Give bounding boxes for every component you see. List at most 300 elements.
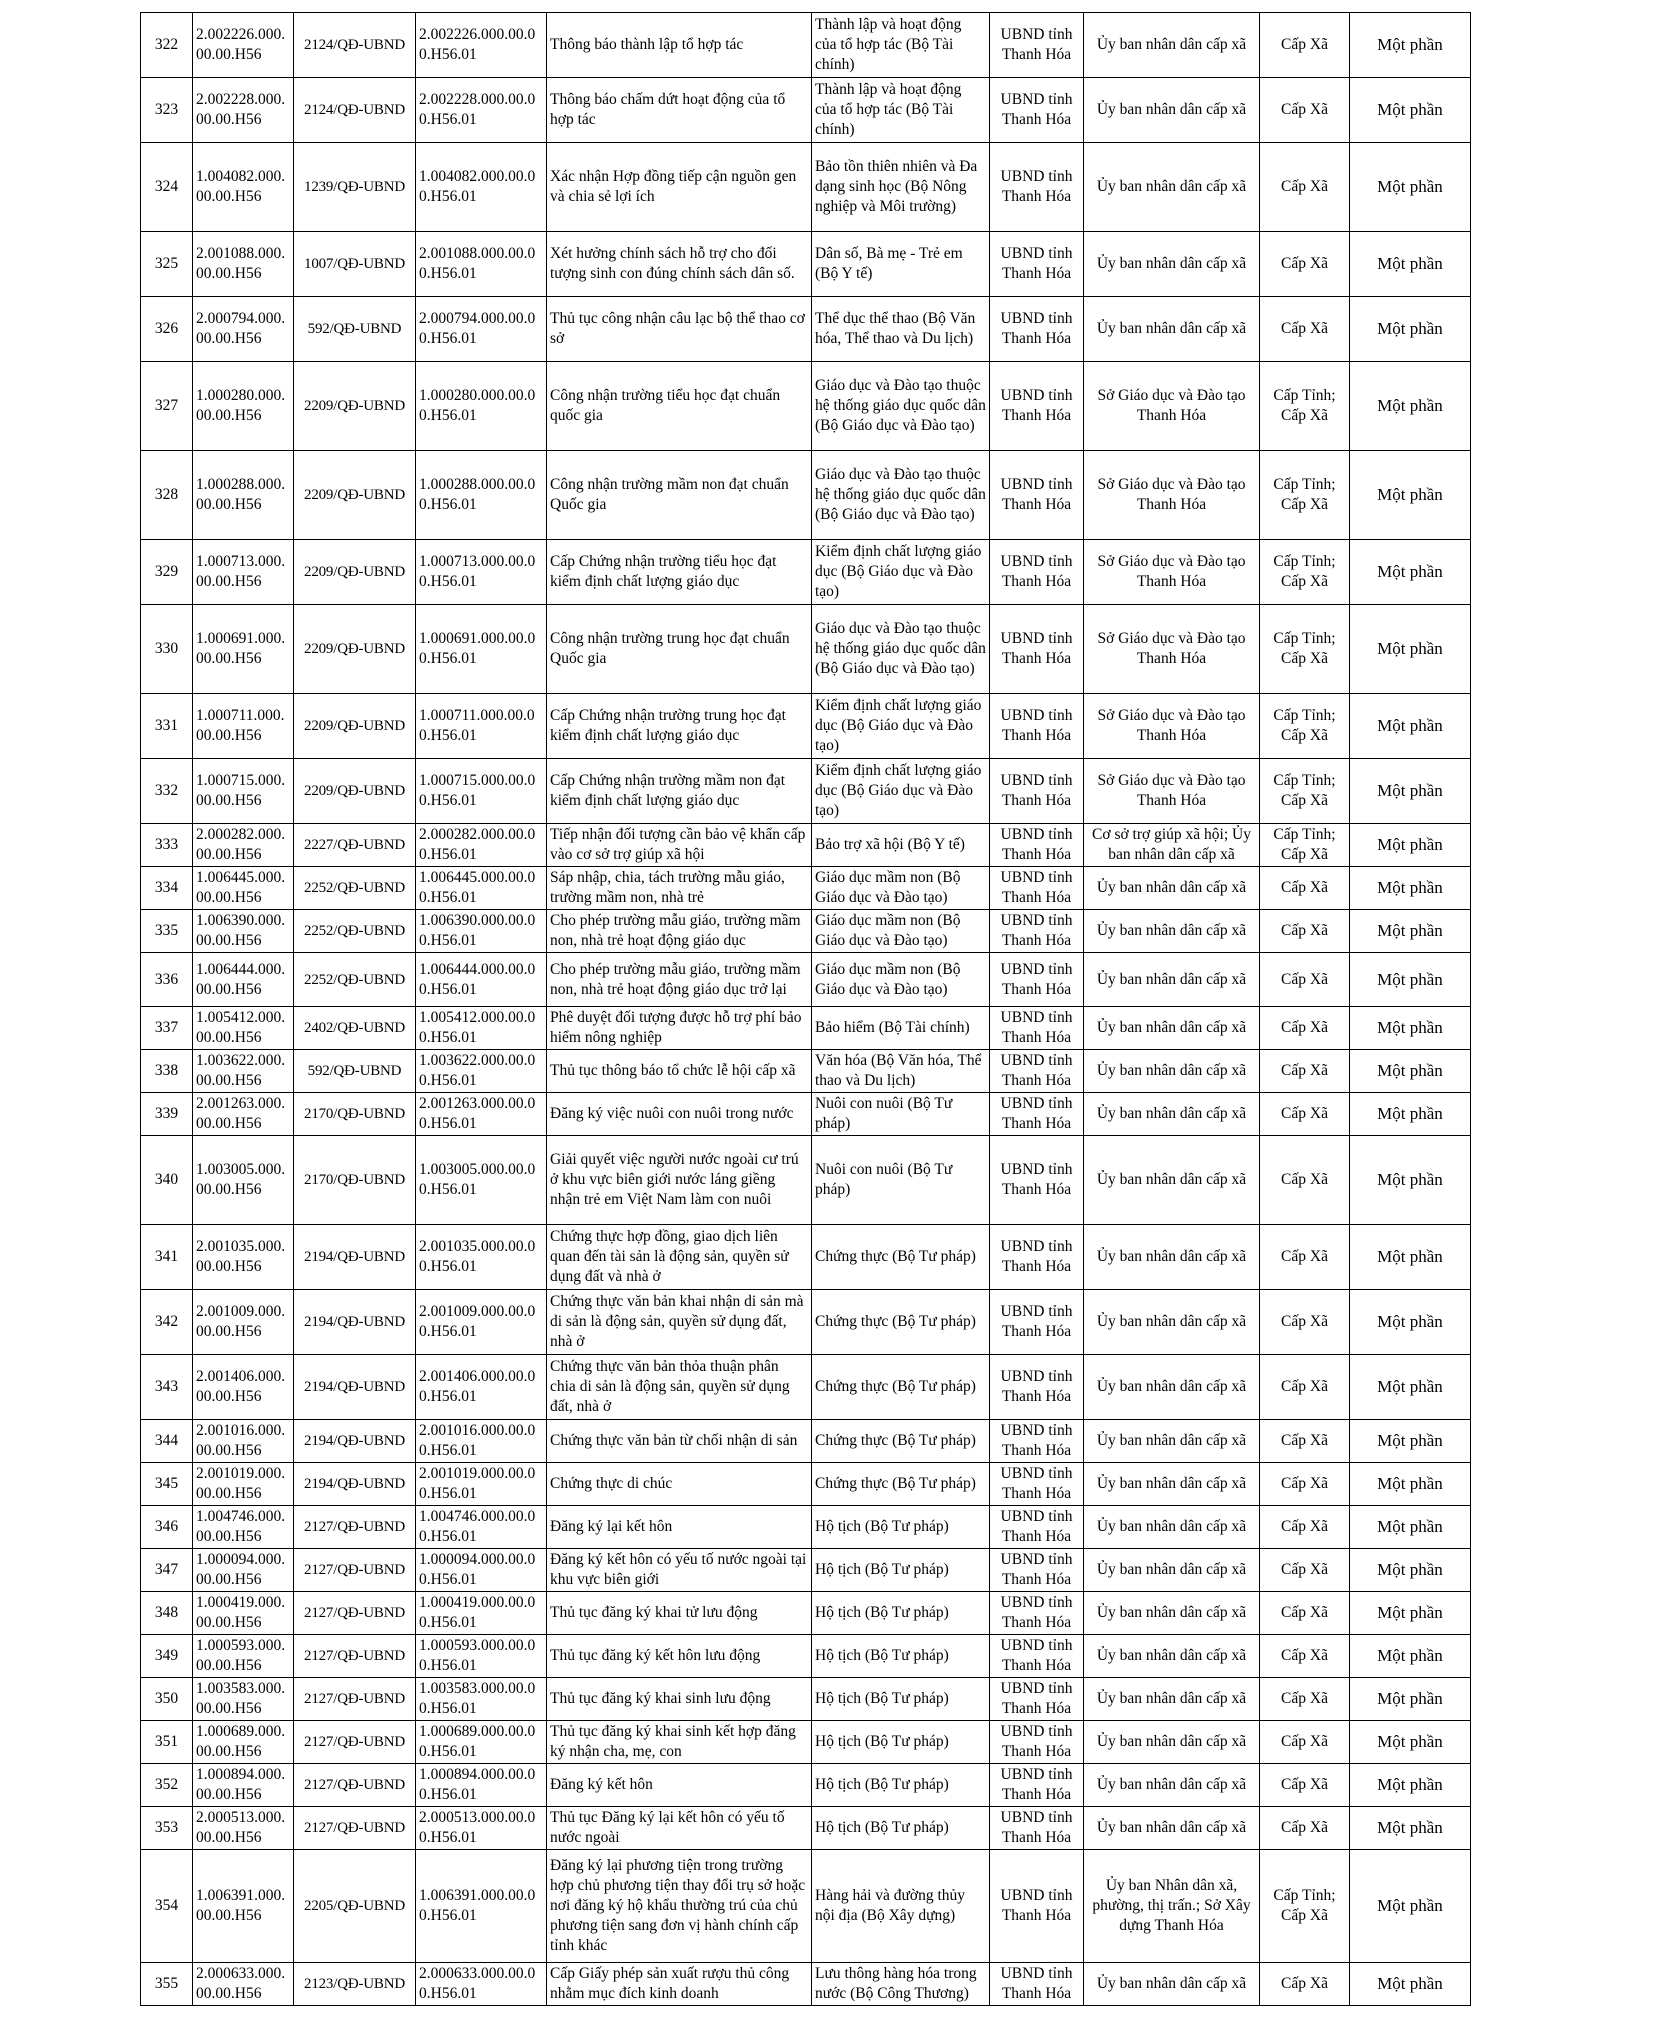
- cell-agency-code: 2.001035.000.00.00.H56.01: [416, 1225, 547, 1290]
- cell-authority: UBND tỉnh Thanh Hóa: [990, 1549, 1084, 1592]
- table-row: [141, 451, 1471, 540]
- cell-decision-number: 2127/QĐ-UBND: [294, 1635, 416, 1678]
- cell-service-level: Một phần: [1350, 297, 1471, 362]
- cell-decision-number: 2124/QĐ-UBND: [294, 78, 416, 143]
- cell-decision-number: 2209/QĐ-UBND: [294, 694, 416, 759]
- cell-level: Cấp Tỉnh; Cấp Xã: [1260, 605, 1350, 694]
- cell-service-level: Một phần: [1350, 694, 1471, 759]
- cell-authority: UBND tỉnh Thanh Hóa: [990, 1225, 1084, 1290]
- cell-service-level: Một phần: [1350, 605, 1471, 694]
- cell-authority: UBND tỉnh Thanh Hóa: [990, 362, 1084, 451]
- cell-level: Cấp Xã: [1260, 232, 1350, 297]
- cell-procedure-code: 2.001088.000.00.00.H56: [193, 232, 294, 297]
- table-row: [141, 694, 1471, 759]
- cell-authority: UBND tỉnh Thanh Hóa: [990, 451, 1084, 540]
- cell-stt: 327: [141, 362, 193, 451]
- cell-procedure-name: Thủ tục Đăng ký lại kết hôn có yếu tố nước ngoài: [547, 1807, 812, 1850]
- cell-stt: 336: [141, 953, 193, 1007]
- cell-agency-code: 2.001406.000.00.00.H56.01: [416, 1355, 547, 1420]
- cell-decision-number: 2127/QĐ-UBND: [294, 1549, 416, 1592]
- cell-authority: UBND tỉnh Thanh Hóa: [990, 1463, 1084, 1506]
- table-row: [141, 540, 1471, 605]
- cell-agency-code: 2.001263.000.00.00.H56.01: [416, 1093, 547, 1136]
- cell-decision-number: 2127/QĐ-UBND: [294, 1807, 416, 1850]
- cell-service-level: Một phần: [1350, 13, 1471, 78]
- cell-field: Bảo tồn thiên nhiên và Đa dạng sinh học (Bộ Nông nghiệp và Môi trường): [812, 143, 990, 232]
- cell-level: Cấp Xã: [1260, 1592, 1350, 1635]
- cell-field: Thành lập và hoạt động của tổ hợp tác (Bộ Tài chính): [812, 78, 990, 143]
- cell-procedure-code: 1.003583.000.00.00.H56: [193, 1678, 294, 1721]
- cell-level: Cấp Xã: [1260, 1506, 1350, 1549]
- cell-authority: UBND tỉnh Thanh Hóa: [990, 1592, 1084, 1635]
- cell-stt: 338: [141, 1050, 193, 1093]
- cell-decision-number: 2209/QĐ-UBND: [294, 540, 416, 605]
- cell-authority: UBND tỉnh Thanh Hóa: [990, 78, 1084, 143]
- cell-level: Cấp Xã: [1260, 297, 1350, 362]
- cell-authority: UBND tỉnh Thanh Hóa: [990, 1807, 1084, 1850]
- cell-implementing-unit: Cơ sở trợ giúp xã hội; Ủy ban nhân dân cấp xã: [1084, 824, 1260, 867]
- cell-level: Cấp Tỉnh; Cấp Xã: [1260, 362, 1350, 451]
- cell-decision-number: 2194/QĐ-UBND: [294, 1290, 416, 1355]
- cell-service-level: Một phần: [1350, 1549, 1471, 1592]
- cell-stt: 326: [141, 297, 193, 362]
- cell-stt: 354: [141, 1850, 193, 1963]
- cell-procedure-name: Chứng thực hợp đồng, giao dịch liên quan đến tài sản là động sản, quyền sử dụng đất và nhà ở: [547, 1225, 812, 1290]
- table-row: [141, 1850, 1471, 1963]
- cell-service-level: Một phần: [1350, 1764, 1471, 1807]
- cell-agency-code: 1.000280.000.00.00.H56.01: [416, 362, 547, 451]
- cell-service-level: Một phần: [1350, 1592, 1471, 1635]
- cell-stt: 328: [141, 451, 193, 540]
- cell-agency-code: 2.000633.000.00.00.H56.01: [416, 1963, 547, 2006]
- cell-procedure-name: Chứng thực di chúc: [547, 1463, 812, 1506]
- cell-decision-number: 2227/QĐ-UBND: [294, 824, 416, 867]
- cell-procedure-code: 2.001016.000.00.00.H56: [193, 1420, 294, 1463]
- table-row: [141, 605, 1471, 694]
- table-body: [141, 13, 1471, 2006]
- cell-level: Cấp Xã: [1260, 1635, 1350, 1678]
- cell-procedure-name: Đăng ký việc nuôi con nuôi trong nước: [547, 1093, 812, 1136]
- cell-decision-number: 2194/QĐ-UBND: [294, 1225, 416, 1290]
- cell-procedure-code: 2.001035.000.00.00.H56: [193, 1225, 294, 1290]
- cell-field: Nuôi con nuôi (Bộ Tư pháp): [812, 1136, 990, 1225]
- cell-procedure-code: 1.000689.000.00.00.H56: [193, 1721, 294, 1764]
- cell-procedure-name: Cấp Chứng nhận trường tiểu học đạt kiểm định chất lượng giáo dục: [547, 540, 812, 605]
- cell-decision-number: 2209/QĐ-UBND: [294, 605, 416, 694]
- table-row: [141, 867, 1471, 910]
- cell-stt: 352: [141, 1764, 193, 1807]
- cell-implementing-unit: Ủy ban nhân dân cấp xã: [1084, 953, 1260, 1007]
- table-row: [141, 1225, 1471, 1290]
- cell-authority: UBND tỉnh Thanh Hóa: [990, 1007, 1084, 1050]
- cell-decision-number: 2252/QĐ-UBND: [294, 953, 416, 1007]
- cell-implementing-unit: Ủy ban nhân dân cấp xã: [1084, 1136, 1260, 1225]
- cell-decision-number: 592/QĐ-UBND: [294, 1050, 416, 1093]
- cell-field: Nuôi con nuôi (Bộ Tư pháp): [812, 1093, 990, 1136]
- cell-agency-code: 1.000689.000.00.00.H56.01: [416, 1721, 547, 1764]
- table-row: [141, 1721, 1471, 1764]
- cell-procedure-code: 1.003005.000.00.00.H56: [193, 1136, 294, 1225]
- cell-field: Hộ tịch (Bộ Tư pháp): [812, 1721, 990, 1764]
- cell-procedure-name: Tiếp nhận đối tượng cần bảo vệ khẩn cấp vào cơ sở trợ giúp xã hội: [547, 824, 812, 867]
- cell-agency-code: 1.000419.000.00.00.H56.01: [416, 1592, 547, 1635]
- cell-agency-code: 1.005412.000.00.00.H56.01: [416, 1007, 547, 1050]
- cell-procedure-name: Chứng thực văn bản khai nhận di sản mà di sản là động sản, quyền sử dụng đất, nhà ở: [547, 1290, 812, 1355]
- table-row: [141, 1592, 1471, 1635]
- cell-field: Kiểm định chất lượng giáo dục (Bộ Giáo dục và Đào tạo): [812, 540, 990, 605]
- cell-field: Giáo dục và Đào tạo thuộc hệ thống giáo dục quốc dân (Bộ Giáo dục và Đào tạo): [812, 362, 990, 451]
- cell-stt: 349: [141, 1635, 193, 1678]
- cell-decision-number: 2252/QĐ-UBND: [294, 867, 416, 910]
- cell-service-level: Một phần: [1350, 232, 1471, 297]
- cell-agency-code: 1.000094.000.00.00.H56.01: [416, 1549, 547, 1592]
- cell-level: Cấp Xã: [1260, 1807, 1350, 1850]
- cell-stt: 347: [141, 1549, 193, 1592]
- cell-field: Hộ tịch (Bộ Tư pháp): [812, 1635, 990, 1678]
- cell-procedure-code: 2.001019.000.00.00.H56: [193, 1463, 294, 1506]
- cell-field: Giáo dục và Đào tạo thuộc hệ thống giáo dục quốc dân (Bộ Giáo dục và Đào tạo): [812, 605, 990, 694]
- cell-procedure-name: Chứng thực văn bản thỏa thuận phân chia di sản là động sản, quyền sử dụng đất, nhà ở: [547, 1355, 812, 1420]
- cell-procedure-code: 1.005412.000.00.00.H56: [193, 1007, 294, 1050]
- cell-procedure-name: Phê duyệt đối tượng được hỗ trợ phí bảo hiểm nông nghiệp: [547, 1007, 812, 1050]
- cell-procedure-code: 1.006390.000.00.00.H56: [193, 910, 294, 953]
- cell-decision-number: 2209/QĐ-UBND: [294, 451, 416, 540]
- cell-level: Cấp Tỉnh; Cấp Xã: [1260, 1850, 1350, 1963]
- table-row: [141, 1963, 1471, 2006]
- cell-implementing-unit: Sở Giáo dục và Đào tạo Thanh Hóa: [1084, 605, 1260, 694]
- cell-procedure-code: 1.006391.000.00.00.H56: [193, 1850, 294, 1963]
- cell-implementing-unit: Ủy ban nhân dân cấp xã: [1084, 1678, 1260, 1721]
- cell-service-level: Một phần: [1350, 1420, 1471, 1463]
- cell-service-level: Một phần: [1350, 1678, 1471, 1721]
- cell-authority: UBND tỉnh Thanh Hóa: [990, 1050, 1084, 1093]
- cell-decision-number: 2194/QĐ-UBND: [294, 1420, 416, 1463]
- cell-level: Cấp Xã: [1260, 867, 1350, 910]
- cell-agency-code: 2.002226.000.00.00.H56.01: [416, 13, 547, 78]
- cell-decision-number: 2252/QĐ-UBND: [294, 910, 416, 953]
- cell-authority: UBND tỉnh Thanh Hóa: [990, 143, 1084, 232]
- cell-authority: UBND tỉnh Thanh Hóa: [990, 1290, 1084, 1355]
- cell-implementing-unit: Ủy ban nhân dân cấp xã: [1084, 78, 1260, 143]
- cell-procedure-name: Đăng ký lại kết hôn: [547, 1506, 812, 1549]
- table-row: [141, 1420, 1471, 1463]
- cell-service-level: Một phần: [1350, 1355, 1471, 1420]
- cell-agency-code: 2.000282.000.00.00.H56.01: [416, 824, 547, 867]
- cell-authority: UBND tỉnh Thanh Hóa: [990, 1420, 1084, 1463]
- cell-implementing-unit: Ủy ban nhân dân cấp xã: [1084, 143, 1260, 232]
- cell-procedure-code: 1.004082.000.00.00.H56: [193, 143, 294, 232]
- cell-field: Chứng thực (Bộ Tư pháp): [812, 1420, 990, 1463]
- cell-authority: UBND tỉnh Thanh Hóa: [990, 605, 1084, 694]
- cell-agency-code: 1.006445.000.00.00.H56.01: [416, 867, 547, 910]
- cell-field: Giáo dục mầm non (Bộ Giáo dục và Đào tạo): [812, 867, 990, 910]
- cell-procedure-code: 1.006444.000.00.00.H56: [193, 953, 294, 1007]
- cell-field: Thể dục thể thao (Bộ Văn hóa, Thể thao và Du lịch): [812, 297, 990, 362]
- cell-decision-number: 2127/QĐ-UBND: [294, 1592, 416, 1635]
- table-row: [141, 1007, 1471, 1050]
- cell-decision-number: 2205/QĐ-UBND: [294, 1850, 416, 1963]
- cell-agency-code: 1.003622.000.00.00.H56.01: [416, 1050, 547, 1093]
- table-row: [141, 13, 1471, 78]
- cell-field: Lưu thông hàng hóa trong nước (Bộ Công Thương): [812, 1963, 990, 2006]
- cell-stt: 339: [141, 1093, 193, 1136]
- table-row: [141, 78, 1471, 143]
- cell-level: Cấp Xã: [1260, 1549, 1350, 1592]
- cell-procedure-name: Cấp Chứng nhận trường mầm non đạt kiểm định chất lượng giáo dục: [547, 759, 812, 824]
- cell-authority: UBND tỉnh Thanh Hóa: [990, 232, 1084, 297]
- cell-stt: 355: [141, 1963, 193, 2006]
- cell-field: Bảo hiểm (Bộ Tài chính): [812, 1007, 990, 1050]
- cell-agency-code: 1.000691.000.00.00.H56.01: [416, 605, 547, 694]
- cell-stt: 346: [141, 1506, 193, 1549]
- cell-field: Hộ tịch (Bộ Tư pháp): [812, 1592, 990, 1635]
- cell-authority: UBND tỉnh Thanh Hóa: [990, 910, 1084, 953]
- cell-implementing-unit: Ủy ban nhân dân cấp xã: [1084, 910, 1260, 953]
- cell-procedure-name: Cho phép trường mẫu giáo, trường mầm non, nhà trẻ hoạt động giáo dục trở lại: [547, 953, 812, 1007]
- cell-procedure-name: Đăng ký kết hôn có yếu tố nước ngoài tại khu vực biên giới: [547, 1549, 812, 1592]
- cell-service-level: Một phần: [1350, 759, 1471, 824]
- cell-level: Cấp Xã: [1260, 910, 1350, 953]
- cell-field: Chứng thực (Bộ Tư pháp): [812, 1355, 990, 1420]
- table-row: [141, 1355, 1471, 1420]
- cell-field: Hàng hải và đường thủy nội địa (Bộ Xây dựng): [812, 1850, 990, 1963]
- cell-authority: UBND tỉnh Thanh Hóa: [990, 1678, 1084, 1721]
- cell-field: Hộ tịch (Bộ Tư pháp): [812, 1764, 990, 1807]
- cell-authority: UBND tỉnh Thanh Hóa: [990, 759, 1084, 824]
- cell-field: Hộ tịch (Bộ Tư pháp): [812, 1678, 990, 1721]
- cell-field: Hộ tịch (Bộ Tư pháp): [812, 1807, 990, 1850]
- cell-stt: 342: [141, 1290, 193, 1355]
- cell-agency-code: 1.000288.000.00.00.H56.01: [416, 451, 547, 540]
- cell-field: Chứng thực (Bộ Tư pháp): [812, 1463, 990, 1506]
- cell-stt: 333: [141, 824, 193, 867]
- cell-service-level: Một phần: [1350, 867, 1471, 910]
- cell-decision-number: 2127/QĐ-UBND: [294, 1678, 416, 1721]
- cell-procedure-name: Xét hưởng chính sách hỗ trợ cho đối tượng sinh con đúng chính sách dân số.: [547, 232, 812, 297]
- cell-procedure-name: Giải quyết việc người nước ngoài cư trú ở khu vực biên giới nước láng giềng nhận trẻ em Việt Nam làm con nuôi: [547, 1136, 812, 1225]
- table-row: [141, 362, 1471, 451]
- cell-authority: UBND tỉnh Thanh Hóa: [990, 13, 1084, 78]
- cell-level: Cấp Xã: [1260, 1721, 1350, 1764]
- cell-implementing-unit: Sở Giáo dục và Đào tạo Thanh Hóa: [1084, 759, 1260, 824]
- cell-authority: UBND tỉnh Thanh Hóa: [990, 1355, 1084, 1420]
- table-row: [141, 1635, 1471, 1678]
- cell-decision-number: 2170/QĐ-UBND: [294, 1093, 416, 1136]
- table-row: [141, 1093, 1471, 1136]
- cell-agency-code: 1.000593.000.00.00.H56.01: [416, 1635, 547, 1678]
- cell-stt: 331: [141, 694, 193, 759]
- cell-implementing-unit: Ủy ban nhân dân cấp xã: [1084, 867, 1260, 910]
- cell-level: Cấp Xã: [1260, 1093, 1350, 1136]
- procedure-table: [140, 12, 1471, 2006]
- cell-field: Thành lập và hoạt động của tổ hợp tác (Bộ Tài chính): [812, 13, 990, 78]
- cell-stt: 344: [141, 1420, 193, 1463]
- cell-agency-code: 2.001016.000.00.00.H56.01: [416, 1420, 547, 1463]
- cell-procedure-code: 1.000280.000.00.00.H56: [193, 362, 294, 451]
- cell-implementing-unit: Ủy ban nhân dân cấp xã: [1084, 1506, 1260, 1549]
- cell-procedure-code: 2.001009.000.00.00.H56: [193, 1290, 294, 1355]
- cell-procedure-name: Công nhận trường trung học đạt chuẩn Quốc gia: [547, 605, 812, 694]
- cell-agency-code: 1.000894.000.00.00.H56.01: [416, 1764, 547, 1807]
- cell-decision-number: 2127/QĐ-UBND: [294, 1506, 416, 1549]
- cell-decision-number: 592/QĐ-UBND: [294, 297, 416, 362]
- cell-implementing-unit: Ủy ban nhân dân cấp xã: [1084, 1093, 1260, 1136]
- cell-implementing-unit: Sở Giáo dục và Đào tạo Thanh Hóa: [1084, 540, 1260, 605]
- cell-procedure-code: 1.000593.000.00.00.H56: [193, 1635, 294, 1678]
- cell-decision-number: 1007/QĐ-UBND: [294, 232, 416, 297]
- cell-agency-code: 1.006444.000.00.00.H56.01: [416, 953, 547, 1007]
- cell-stt: 340: [141, 1136, 193, 1225]
- cell-stt: 334: [141, 867, 193, 910]
- cell-procedure-code: 1.003622.000.00.00.H56: [193, 1050, 294, 1093]
- cell-stt: 343: [141, 1355, 193, 1420]
- cell-procedure-code: 2.002226.000.00.00.H56: [193, 13, 294, 78]
- cell-service-level: Một phần: [1350, 1050, 1471, 1093]
- cell-level: Cấp Tỉnh; Cấp Xã: [1260, 759, 1350, 824]
- cell-field: Kiểm định chất lượng giáo dục (Bộ Giáo dục và Đào tạo): [812, 694, 990, 759]
- cell-authority: UBND tỉnh Thanh Hóa: [990, 953, 1084, 1007]
- cell-authority: UBND tỉnh Thanh Hóa: [990, 867, 1084, 910]
- cell-decision-number: 2209/QĐ-UBND: [294, 759, 416, 824]
- cell-procedure-code: 2.000513.000.00.00.H56: [193, 1807, 294, 1850]
- cell-procedure-name: Thông báo thành lập tổ hợp tác: [547, 13, 812, 78]
- cell-procedure-name: Sáp nhập, chia, tách trường mẫu giáo, trường mầm non, nhà trẻ: [547, 867, 812, 910]
- cell-agency-code: 1.000711.000.00.00.H56.01: [416, 694, 547, 759]
- cell-procedure-name: Chứng thực văn bản từ chối nhận di sản: [547, 1420, 812, 1463]
- table-row: [141, 1506, 1471, 1549]
- cell-service-level: Một phần: [1350, 824, 1471, 867]
- cell-procedure-name: Thủ tục đăng ký kết hôn lưu động: [547, 1635, 812, 1678]
- cell-agency-code: 1.000713.000.00.00.H56.01: [416, 540, 547, 605]
- cell-procedure-name: Công nhận trường mầm non đạt chuẩn Quốc gia: [547, 451, 812, 540]
- cell-stt: 348: [141, 1592, 193, 1635]
- cell-level: Cấp Tỉnh; Cấp Xã: [1260, 451, 1350, 540]
- cell-field: Giáo dục mầm non (Bộ Giáo dục và Đào tạo): [812, 953, 990, 1007]
- cell-stt: 337: [141, 1007, 193, 1050]
- cell-field: Bảo trợ xã hội (Bộ Y tế): [812, 824, 990, 867]
- cell-implementing-unit: Sở Giáo dục và Đào tạo Thanh Hóa: [1084, 362, 1260, 451]
- cell-stt: 332: [141, 759, 193, 824]
- cell-service-level: Một phần: [1350, 1290, 1471, 1355]
- cell-authority: UBND tỉnh Thanh Hóa: [990, 1635, 1084, 1678]
- cell-service-level: Một phần: [1350, 451, 1471, 540]
- table-row: [141, 1549, 1471, 1592]
- cell-service-level: Một phần: [1350, 540, 1471, 605]
- cell-implementing-unit: Sở Giáo dục và Đào tạo Thanh Hóa: [1084, 694, 1260, 759]
- cell-level: Cấp Xã: [1260, 1007, 1350, 1050]
- cell-agency-code: 1.000715.000.00.00.H56.01: [416, 759, 547, 824]
- cell-field: Dân số, Bà mẹ - Trẻ em (Bộ Y tế): [812, 232, 990, 297]
- cell-decision-number: 2123/QĐ-UBND: [294, 1963, 416, 2006]
- cell-field: Văn hóa (Bộ Văn hóa, Thể thao và Du lịch): [812, 1050, 990, 1093]
- cell-procedure-code: 1.006445.000.00.00.H56: [193, 867, 294, 910]
- cell-authority: UBND tỉnh Thanh Hóa: [990, 540, 1084, 605]
- cell-procedure-name: Thủ tục công nhận câu lạc bộ thể thao cơ sở: [547, 297, 812, 362]
- cell-procedure-code: 1.000715.000.00.00.H56: [193, 759, 294, 824]
- cell-implementing-unit: Ủy ban nhân dân cấp xã: [1084, 1721, 1260, 1764]
- cell-level: Cấp Xã: [1260, 1290, 1350, 1355]
- table-row: [141, 1136, 1471, 1225]
- cell-agency-code: 1.006390.000.00.00.H56.01: [416, 910, 547, 953]
- cell-procedure-code: 1.000419.000.00.00.H56: [193, 1592, 294, 1635]
- cell-stt: 325: [141, 232, 193, 297]
- cell-service-level: Một phần: [1350, 1850, 1471, 1963]
- cell-stt: 353: [141, 1807, 193, 1850]
- cell-service-level: Một phần: [1350, 1963, 1471, 2006]
- cell-service-level: Một phần: [1350, 953, 1471, 1007]
- cell-service-level: Một phần: [1350, 362, 1471, 451]
- table-row: [141, 1050, 1471, 1093]
- table-row: [141, 1463, 1471, 1506]
- cell-procedure-code: 2.000633.000.00.00.H56: [193, 1963, 294, 2006]
- cell-service-level: Một phần: [1350, 1136, 1471, 1225]
- cell-procedure-name: Thủ tục đăng ký khai tử lưu động: [547, 1592, 812, 1635]
- cell-procedure-name: Thủ tục đăng ký khai sinh lưu động: [547, 1678, 812, 1721]
- cell-decision-number: 2127/QĐ-UBND: [294, 1721, 416, 1764]
- cell-authority: UBND tỉnh Thanh Hóa: [990, 297, 1084, 362]
- table-row: [141, 1678, 1471, 1721]
- cell-level: Cấp Tỉnh; Cấp Xã: [1260, 540, 1350, 605]
- cell-stt: 345: [141, 1463, 193, 1506]
- cell-stt: 351: [141, 1721, 193, 1764]
- table-row: [141, 1807, 1471, 1850]
- cell-level: Cấp Xã: [1260, 1136, 1350, 1225]
- cell-implementing-unit: Ủy ban nhân dân cấp xã: [1084, 1420, 1260, 1463]
- cell-stt: 324: [141, 143, 193, 232]
- cell-agency-code: 2.001009.000.00.00.H56.01: [416, 1290, 547, 1355]
- cell-field: Hộ tịch (Bộ Tư pháp): [812, 1549, 990, 1592]
- cell-implementing-unit: Ủy ban nhân dân cấp xã: [1084, 1050, 1260, 1093]
- cell-authority: UBND tỉnh Thanh Hóa: [990, 1764, 1084, 1807]
- table-row: [141, 824, 1471, 867]
- cell-implementing-unit: Ủy ban nhân dân cấp xã: [1084, 1007, 1260, 1050]
- cell-decision-number: 2194/QĐ-UBND: [294, 1463, 416, 1506]
- cell-service-level: Một phần: [1350, 1635, 1471, 1678]
- cell-implementing-unit: Ủy ban nhân dân cấp xã: [1084, 1355, 1260, 1420]
- cell-stt: 335: [141, 910, 193, 953]
- cell-field: Chứng thực (Bộ Tư pháp): [812, 1225, 990, 1290]
- table-row: [141, 953, 1471, 1007]
- cell-implementing-unit: Ủy ban nhân dân cấp xã: [1084, 1549, 1260, 1592]
- cell-level: Cấp Xã: [1260, 1764, 1350, 1807]
- table-row: [141, 232, 1471, 297]
- cell-agency-code: 1.004746.000.00.00.H56.01: [416, 1506, 547, 1549]
- cell-level: Cấp Tỉnh; Cấp Xã: [1260, 694, 1350, 759]
- cell-decision-number: 2170/QĐ-UBND: [294, 1136, 416, 1225]
- cell-service-level: Một phần: [1350, 1225, 1471, 1290]
- cell-level: Cấp Xã: [1260, 78, 1350, 143]
- cell-level: Cấp Xã: [1260, 143, 1350, 232]
- cell-decision-number: 1239/QĐ-UBND: [294, 143, 416, 232]
- cell-implementing-unit: Ủy ban nhân dân cấp xã: [1084, 1290, 1260, 1355]
- cell-procedure-code: 2.001263.000.00.00.H56: [193, 1093, 294, 1136]
- cell-implementing-unit: Ủy ban nhân dân cấp xã: [1084, 297, 1260, 362]
- cell-authority: UBND tỉnh Thanh Hóa: [990, 1850, 1084, 1963]
- cell-level: Cấp Xã: [1260, 953, 1350, 1007]
- cell-level: Cấp Xã: [1260, 1050, 1350, 1093]
- cell-service-level: Một phần: [1350, 143, 1471, 232]
- cell-field: Giáo dục mầm non (Bộ Giáo dục và Đào tạo): [812, 910, 990, 953]
- cell-agency-code: 2.000794.000.00.00.H56.01: [416, 297, 547, 362]
- cell-stt: 330: [141, 605, 193, 694]
- cell-field: Chứng thực (Bộ Tư pháp): [812, 1290, 990, 1355]
- cell-agency-code: 1.006391.000.00.00.H56.01: [416, 1850, 547, 1963]
- cell-service-level: Một phần: [1350, 1807, 1471, 1850]
- cell-authority: UBND tỉnh Thanh Hóa: [990, 824, 1084, 867]
- cell-level: Cấp Xã: [1260, 1420, 1350, 1463]
- cell-agency-code: 2.000513.000.00.00.H56.01: [416, 1807, 547, 1850]
- cell-level: Cấp Xã: [1260, 1355, 1350, 1420]
